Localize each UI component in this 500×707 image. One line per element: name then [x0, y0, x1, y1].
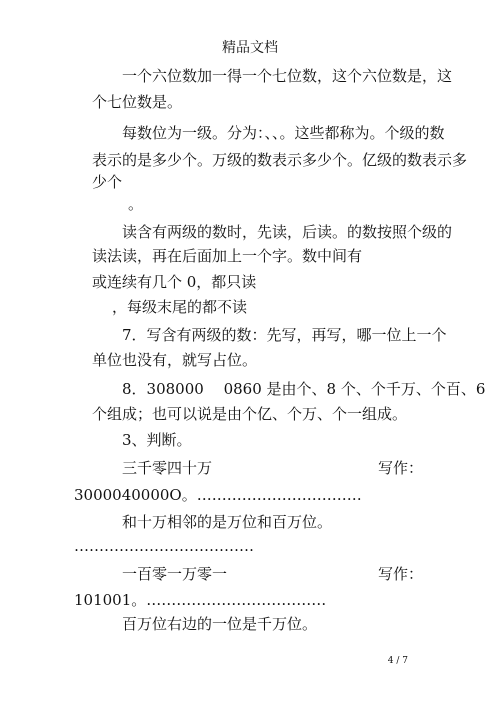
judgment-statement: 一百零一万零一 — [122, 565, 228, 583]
paragraph-line: 。 — [128, 195, 144, 213]
judgment-statement: 三千零四十万 — [122, 459, 213, 477]
judgment-line: ……………………………… — [74, 537, 254, 555]
judgment-label: 写作： — [378, 459, 424, 477]
paragraph-line: 个七位数是。 — [92, 93, 183, 111]
paragraph-line: 单位也没有，就写占位。 — [92, 351, 258, 369]
paragraph-line: 读法读，再在后面加上一个字。数中间有 — [92, 247, 363, 265]
paragraph-line: 个组成；也可以说是由个亿、个万、个一组成。 — [92, 405, 408, 423]
page-number: 4 / 7 — [387, 656, 408, 666]
page-header: 精品文档 — [222, 40, 278, 56]
judgment-line: 101001。……………………………… — [74, 591, 327, 609]
paragraph-line: 少个 — [92, 173, 123, 191]
section-heading: 3、判断。 — [122, 431, 192, 449]
judgment-label: 写作： — [378, 565, 424, 583]
judgment-statement: 和十万相邻的是万位和百万位。 — [122, 513, 333, 531]
paragraph-line: 7．写含有两级的数：先写，再写，哪一位上一个 — [122, 326, 447, 344]
paragraph-line: 读含有两级的数时，先读，后读。的数按照个级的 — [122, 223, 453, 241]
paragraph-line: 8．308000 0860 是由个、8 个、个千万、个百、6 — [122, 380, 486, 398]
paragraph-line: 或连续有几个 0，都只读 — [92, 273, 257, 291]
judgment-line: 3000040000O。…………………………… — [74, 486, 362, 504]
paragraph-line: ，每级末尾的都不读 — [112, 298, 248, 316]
paragraph-line: 每数位为一级。分为：、、。这些都称为。个级的数 — [122, 124, 445, 142]
paragraph-line: 一个六位数加一得一个七位数，这个六位数是，这 — [122, 67, 453, 85]
judgment-statement: 百万位右边的一位是千万位。 — [122, 615, 318, 633]
paragraph-line: 表示的是多少个。万级的数表示多少个。亿级的数表示多 — [92, 151, 468, 169]
